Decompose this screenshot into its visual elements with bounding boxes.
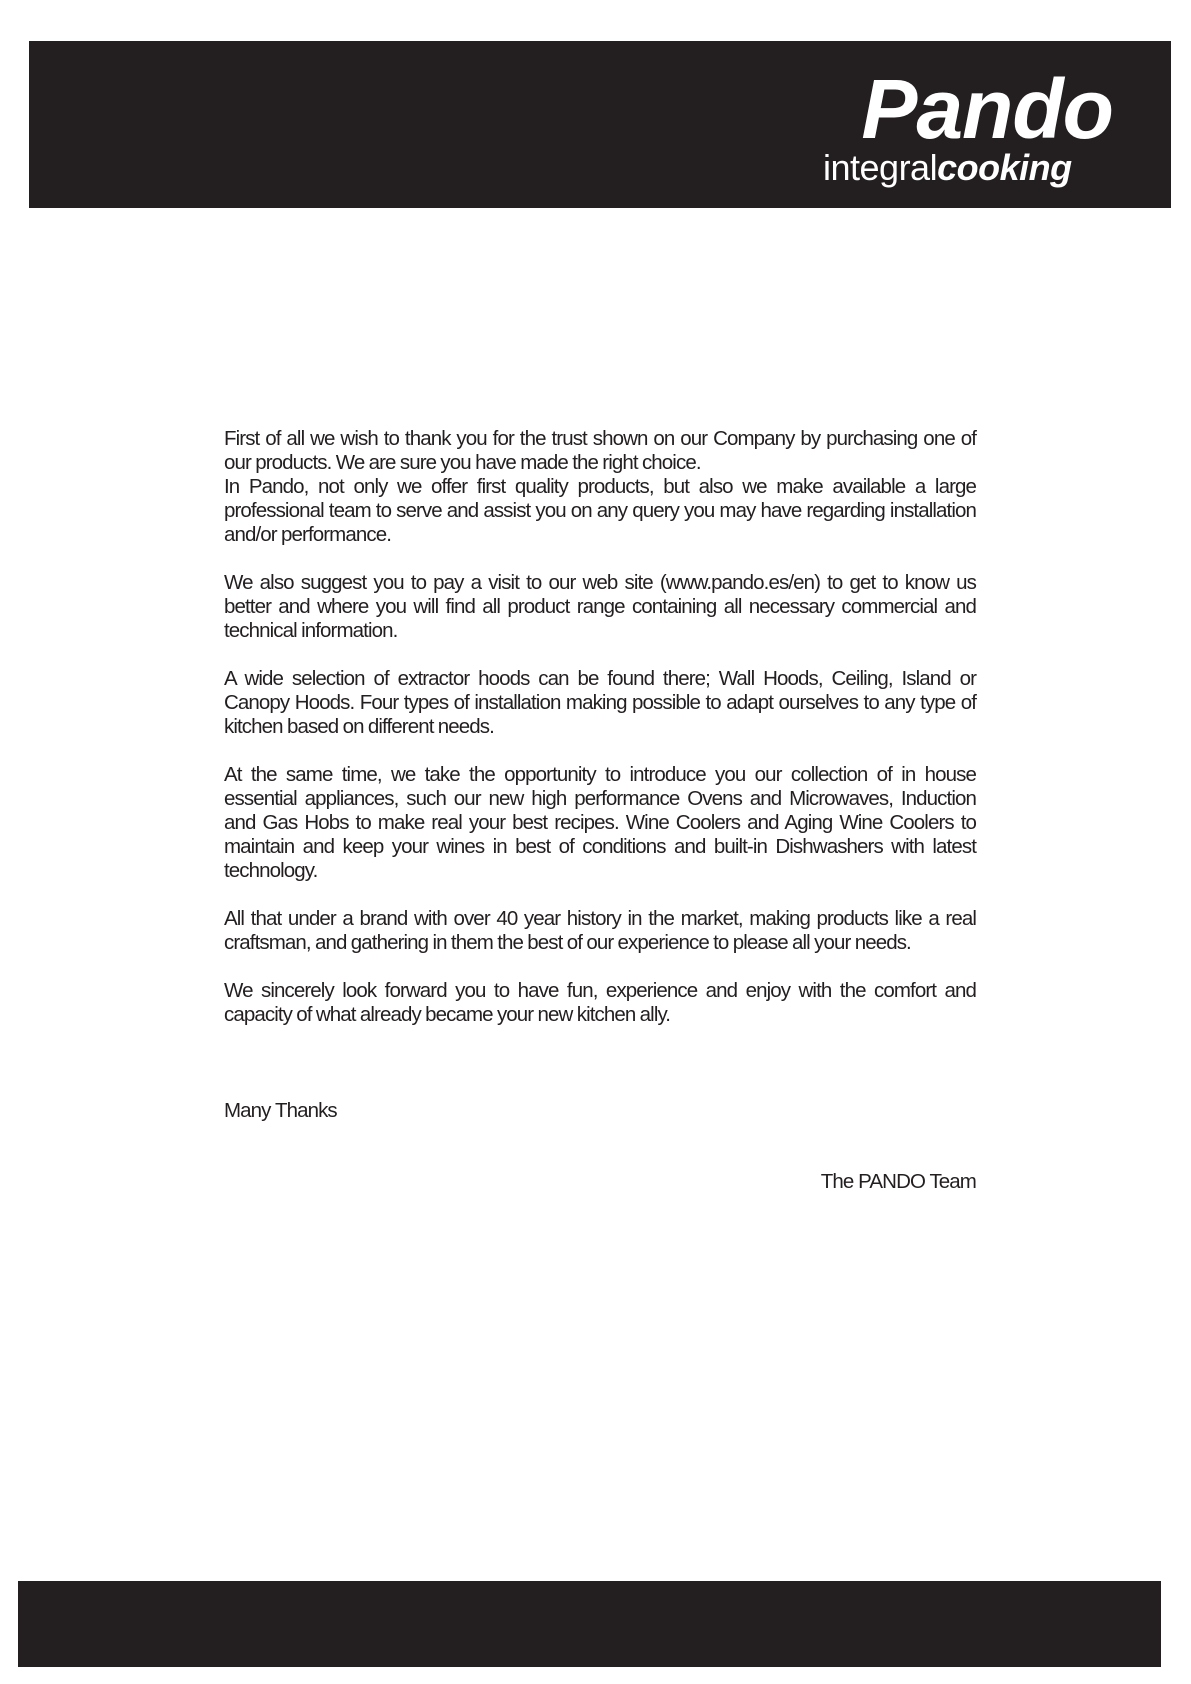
paragraph-hoods: A wide selection of extractor hoods can be found there; Wall Hoods, Ceiling, Island or Canopy Hoods. Four types of installation making possible to adapt ourselves to any type of kitchen based on different needs.	[224, 667, 976, 738]
letter-body	[224, 427, 976, 1051]
paragraph-history: All that under a brand with over 40 year history in the market, making products like a real craftsman, and gathering in them the best of our experience to please all your needs.	[224, 907, 976, 954]
header-band	[29, 41, 1171, 208]
footer-band	[18, 1581, 1161, 1667]
closing-line: Many Thanks	[224, 1099, 337, 1122]
logo-tagline-bold: cooking	[937, 147, 1072, 188]
logo-tagline-light: integral	[823, 147, 938, 188]
logo-brand: Pando	[861, 62, 1113, 156]
paragraph-closing-wish: We sincerely look forward you to have fun, experience and enjoy with the comfort and capacity of what already became your new kitchen ally.	[224, 979, 976, 1026]
pando-logo	[823, 62, 1113, 188]
paragraph-thanks	[224, 427, 976, 547]
paragraph-thanks-team: In Pando, not only we offer first quality products, but also we make available a large professional team to serve and assist you on any query you may have regarding installation and/or performance.	[224, 475, 976, 546]
paragraph-thanks-intro: First of all we wish to thank you for the trust shown on our Company by purchasing one of our products. We are sure you have made the right choice.	[224, 427, 976, 474]
paragraph-website: We also suggest you to pay a visit to our web site (www.pando.es/en) to get to know us better and where you will find all product range containing all necessary commercial and technical information.	[224, 571, 976, 642]
paragraph-appliances: At the same time, we take the opportunity to introduce you our collection of in house essential appliances, such our new high performance Ovens and Microwaves, Induction and Gas Hobs to make real your best recipes. Wine Coolers and Aging Wine Coolers to maintain and keep your wines in best of conditions and built-in Dishwashers with latest technology.	[224, 763, 976, 882]
logo-tagline	[823, 149, 1113, 187]
signature: The PANDO Team	[820, 1170, 976, 1193]
